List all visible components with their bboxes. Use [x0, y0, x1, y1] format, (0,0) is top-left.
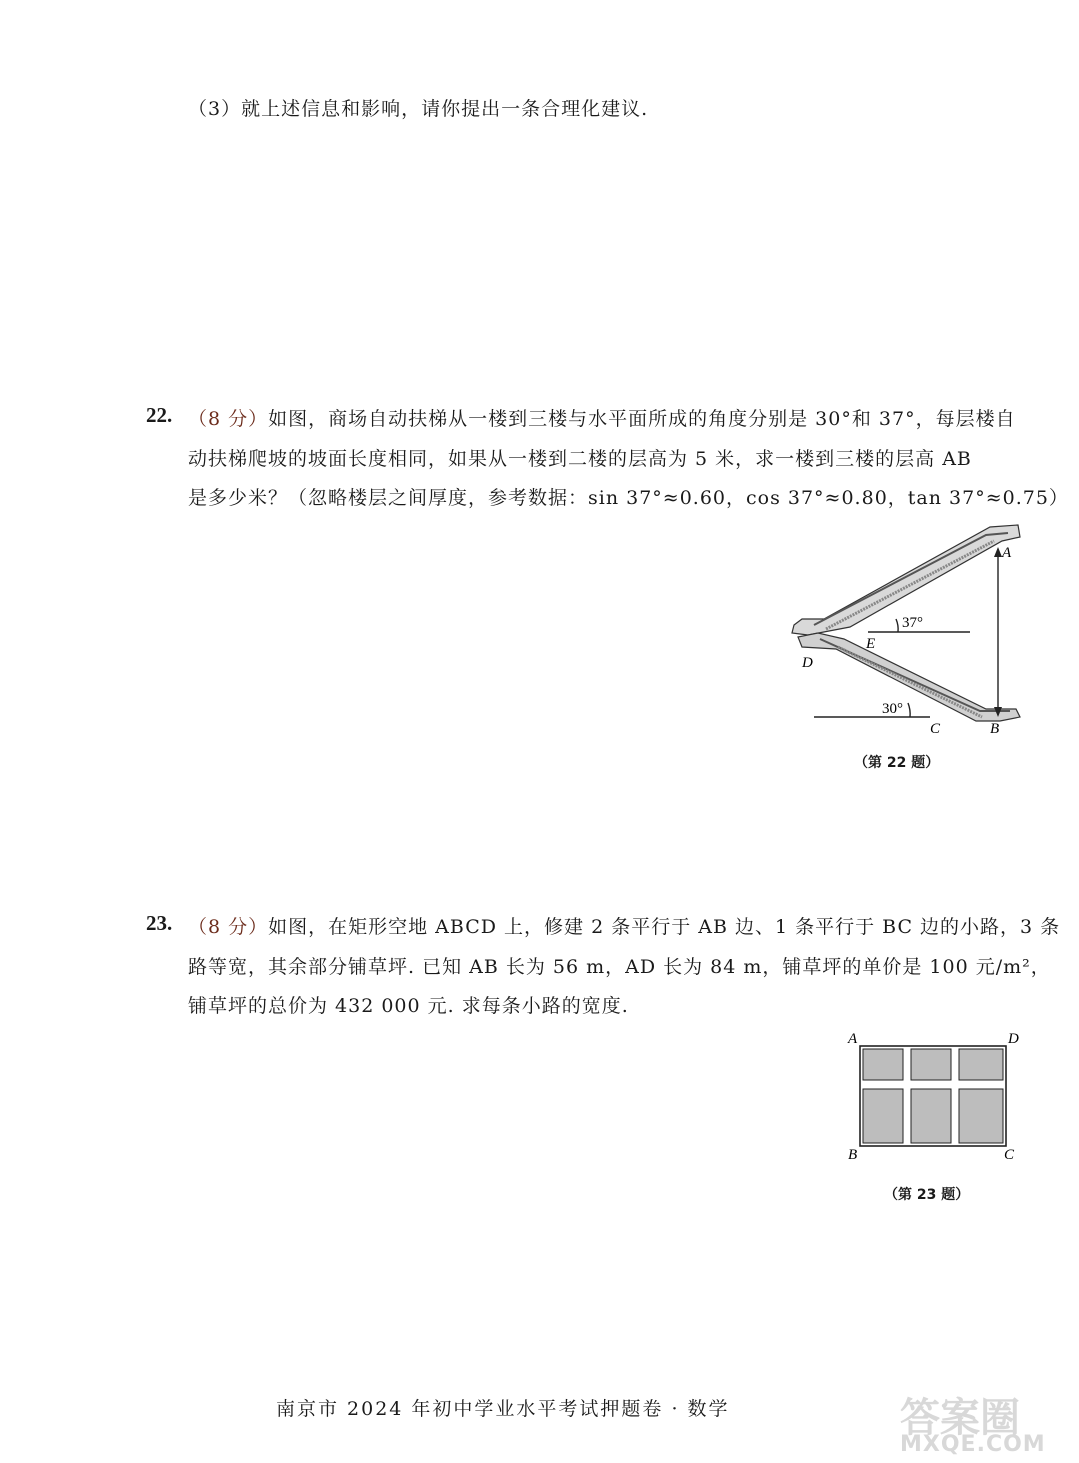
q22-line3: 是多少米？（忽略楼层之间厚度，参考数据：sin 37°≈0.60，cos 37°≈0.80，tan 37°≈0.75）	[188, 487, 1069, 509]
lawn-plot	[959, 1089, 1003, 1143]
q23-line1	[188, 912, 1060, 939]
label-a: A	[848, 1031, 858, 1047]
q22-line1	[188, 404, 1016, 431]
watermark-logo: 答案圈	[900, 1395, 1020, 1441]
question-number: 23.	[146, 911, 173, 935]
question-23	[146, 911, 172, 936]
label-e: E	[866, 636, 876, 652]
arrow-up-icon	[994, 547, 1002, 557]
label-b: B	[990, 721, 1000, 737]
label-d: D	[1008, 1031, 1019, 1047]
q22-text-1: 如图，商场自动扶梯从一楼到三楼与水平面所成的角度分别是 30°和 37°，每层楼自	[268, 408, 1016, 430]
watermark-url: MXQE.COM	[900, 1432, 1046, 1457]
figure-23-caption: （第 23 题）	[884, 1187, 970, 1203]
q23-line2: 路等宽，其余部分铺草坪. 已知 AB 长为 56 m，AD 长为 84 m，铺草坪的单价是 100 元/m²，	[188, 956, 1051, 978]
label-d: D	[802, 655, 813, 671]
label-c: C	[1004, 1147, 1015, 1163]
q23-text-1: 如图，在矩形空地 ABCD 上，修建 2 条平行于 AB 边、1 条平行于 BC 边的小路，3 条	[268, 916, 1061, 938]
q22-line2: 动扶梯爬坡的坡面长度相同，如果从一楼到二楼的层高为 5 米，求一楼到三楼的层高 AB	[188, 448, 972, 470]
lawn-plot	[959, 1049, 1003, 1080]
angle-arc-37	[896, 619, 898, 632]
lawn-plot	[911, 1049, 951, 1080]
q21-part3-text: （3）就上述信息和影响，请你提出一条合理化建议.	[188, 98, 649, 120]
label-a: A	[1002, 545, 1012, 561]
angle-30-label: 30°	[882, 701, 903, 717]
label-c: C	[930, 721, 941, 737]
rectangle-figure	[840, 1026, 1030, 1166]
question-points: （8 分）	[188, 916, 269, 938]
q23-line3: 铺草坪的总价为 432 000 元. 求每条小路的宽度.	[188, 995, 629, 1017]
lawn-plot	[863, 1049, 903, 1080]
question-points: （8 分）	[188, 408, 269, 430]
angle-37-label: 37°	[902, 615, 923, 631]
lawn-plot	[911, 1089, 951, 1143]
escalator-figure	[780, 515, 1030, 745]
label-b: B	[848, 1147, 858, 1163]
lawn-plot	[863, 1089, 903, 1143]
page-footer: 南京市 2024 年初中学业水平考试押题卷 · 数学	[276, 1398, 730, 1420]
figure-22-caption: （第 22 题）	[854, 755, 940, 771]
question-22	[146, 403, 172, 428]
question-number: 22.	[146, 403, 173, 427]
angle-arc-30	[908, 703, 910, 717]
